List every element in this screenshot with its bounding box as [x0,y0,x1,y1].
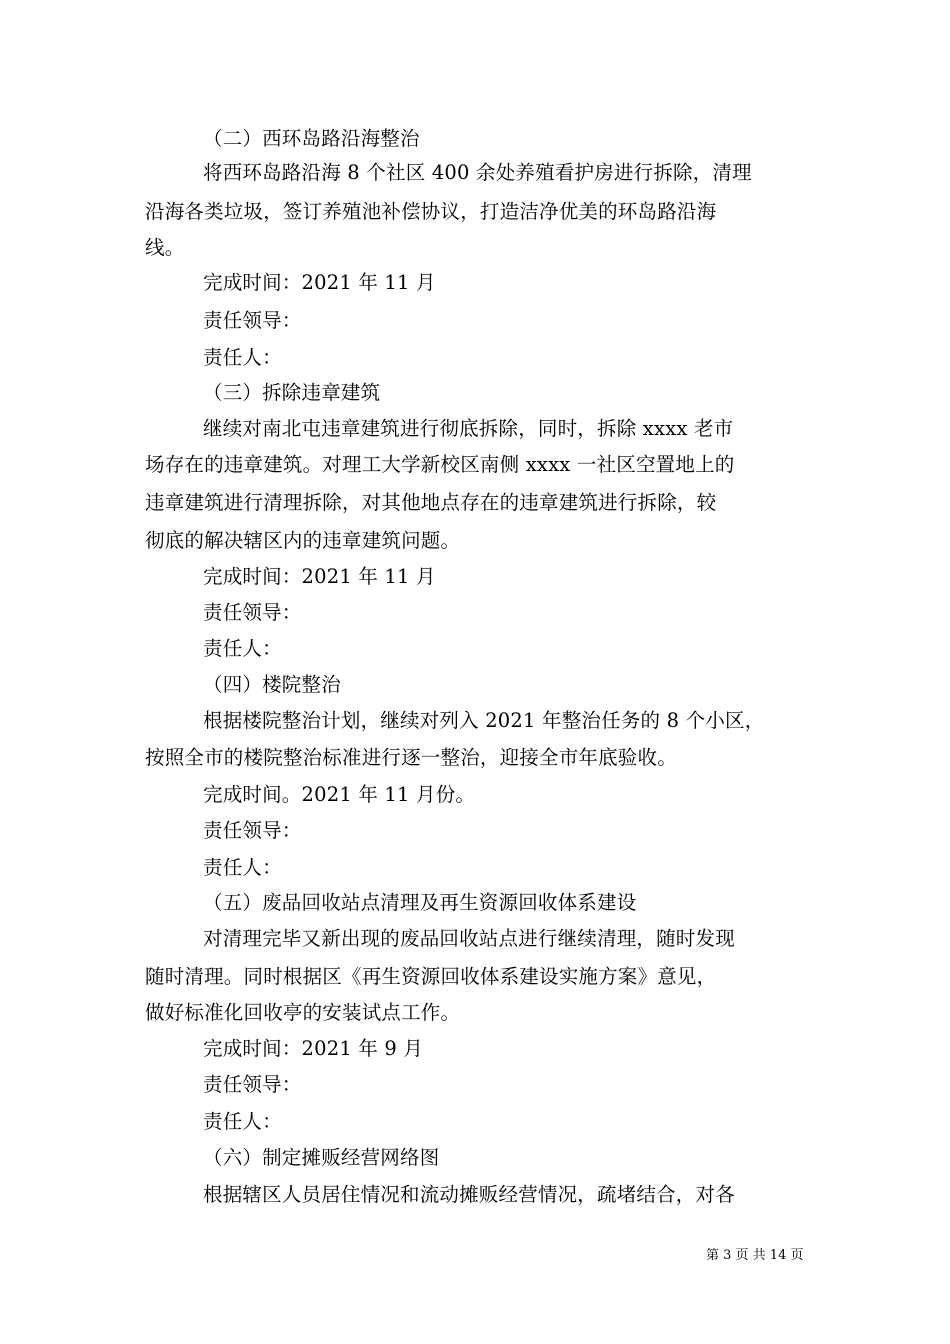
responsible-leader: 责任领导： [203,1073,302,1096]
body-line: 继续对南北屯违章建筑进行彻底拆除，同时，拆除 xxxx 老市 [203,417,734,440]
body-line: 对清理完毕又新出现的废品回收站点进行继续清理，随时发现 [203,927,735,950]
body-line: 根据楼院整治计划，继续对列入 2021 年整治任务的 8 个小区， [203,709,765,732]
section-heading: （六）制定摊贩经营网络图 [203,1146,440,1169]
responsible-leader: 责任领导： [203,601,302,624]
body-line: 线。 [145,236,185,259]
body-line: 场存在的违章建筑。对理工大学新校区南侧 xxxx 一社区空置地上的 [145,453,735,476]
page-number: 第 3 页 共 14 页 [706,1248,804,1263]
section-heading: （三）拆除违章建筑 [203,381,381,404]
body-line: 根据辖区人员居住情况和流动摊贩经营情况，疏堵结合，对各 [203,1183,735,1206]
body-line: 沿海各类垃圾，签订养殖池补偿协议，打造洁净优美的环岛路沿海 [145,200,717,223]
body-line: 违章建筑进行清理拆除，对其他地点存在的违章建筑进行拆除，较 [145,491,717,514]
section-heading: （五）废品回收站点清理及再生资源回收体系建设 [203,891,637,914]
responsible-person: 责任人： [203,856,282,879]
body-line: 做好标准化回收亭的安装试点工作。 [145,1001,461,1024]
completion-time: 完成时间：2021 年 11 月 [203,271,436,294]
responsible-person: 责任人： [203,1110,282,1133]
completion-time: 完成时间：2021 年 11 月 [203,565,436,588]
section-heading: （二）西环岛路沿海整治 [203,127,420,150]
responsible-person: 责任人： [203,346,282,369]
completion-time: 完成时间：2021 年 9 月 [203,1037,424,1060]
responsible-leader: 责任领导： [203,819,302,842]
body-line: 随时清理。同时根据区《再生资源回收体系建设实施方案》意见， [145,965,717,988]
body-line: 按照全市的楼院整治标准进行逐一整治，迎接全市年底验收。 [145,746,677,769]
responsible-leader: 责任领导： [203,309,302,332]
responsible-person: 责任人： [203,637,282,660]
completion-time: 完成时间。2021 年 11 月份。 [203,783,476,806]
body-line: 将西环岛路沿海 8 个社区 400 余处养殖看护房进行拆除，清理 [203,161,752,184]
section-heading: （四）楼院整治 [203,673,341,696]
body-line: 彻底的解决辖区内的违章建筑问题。 [145,529,461,552]
